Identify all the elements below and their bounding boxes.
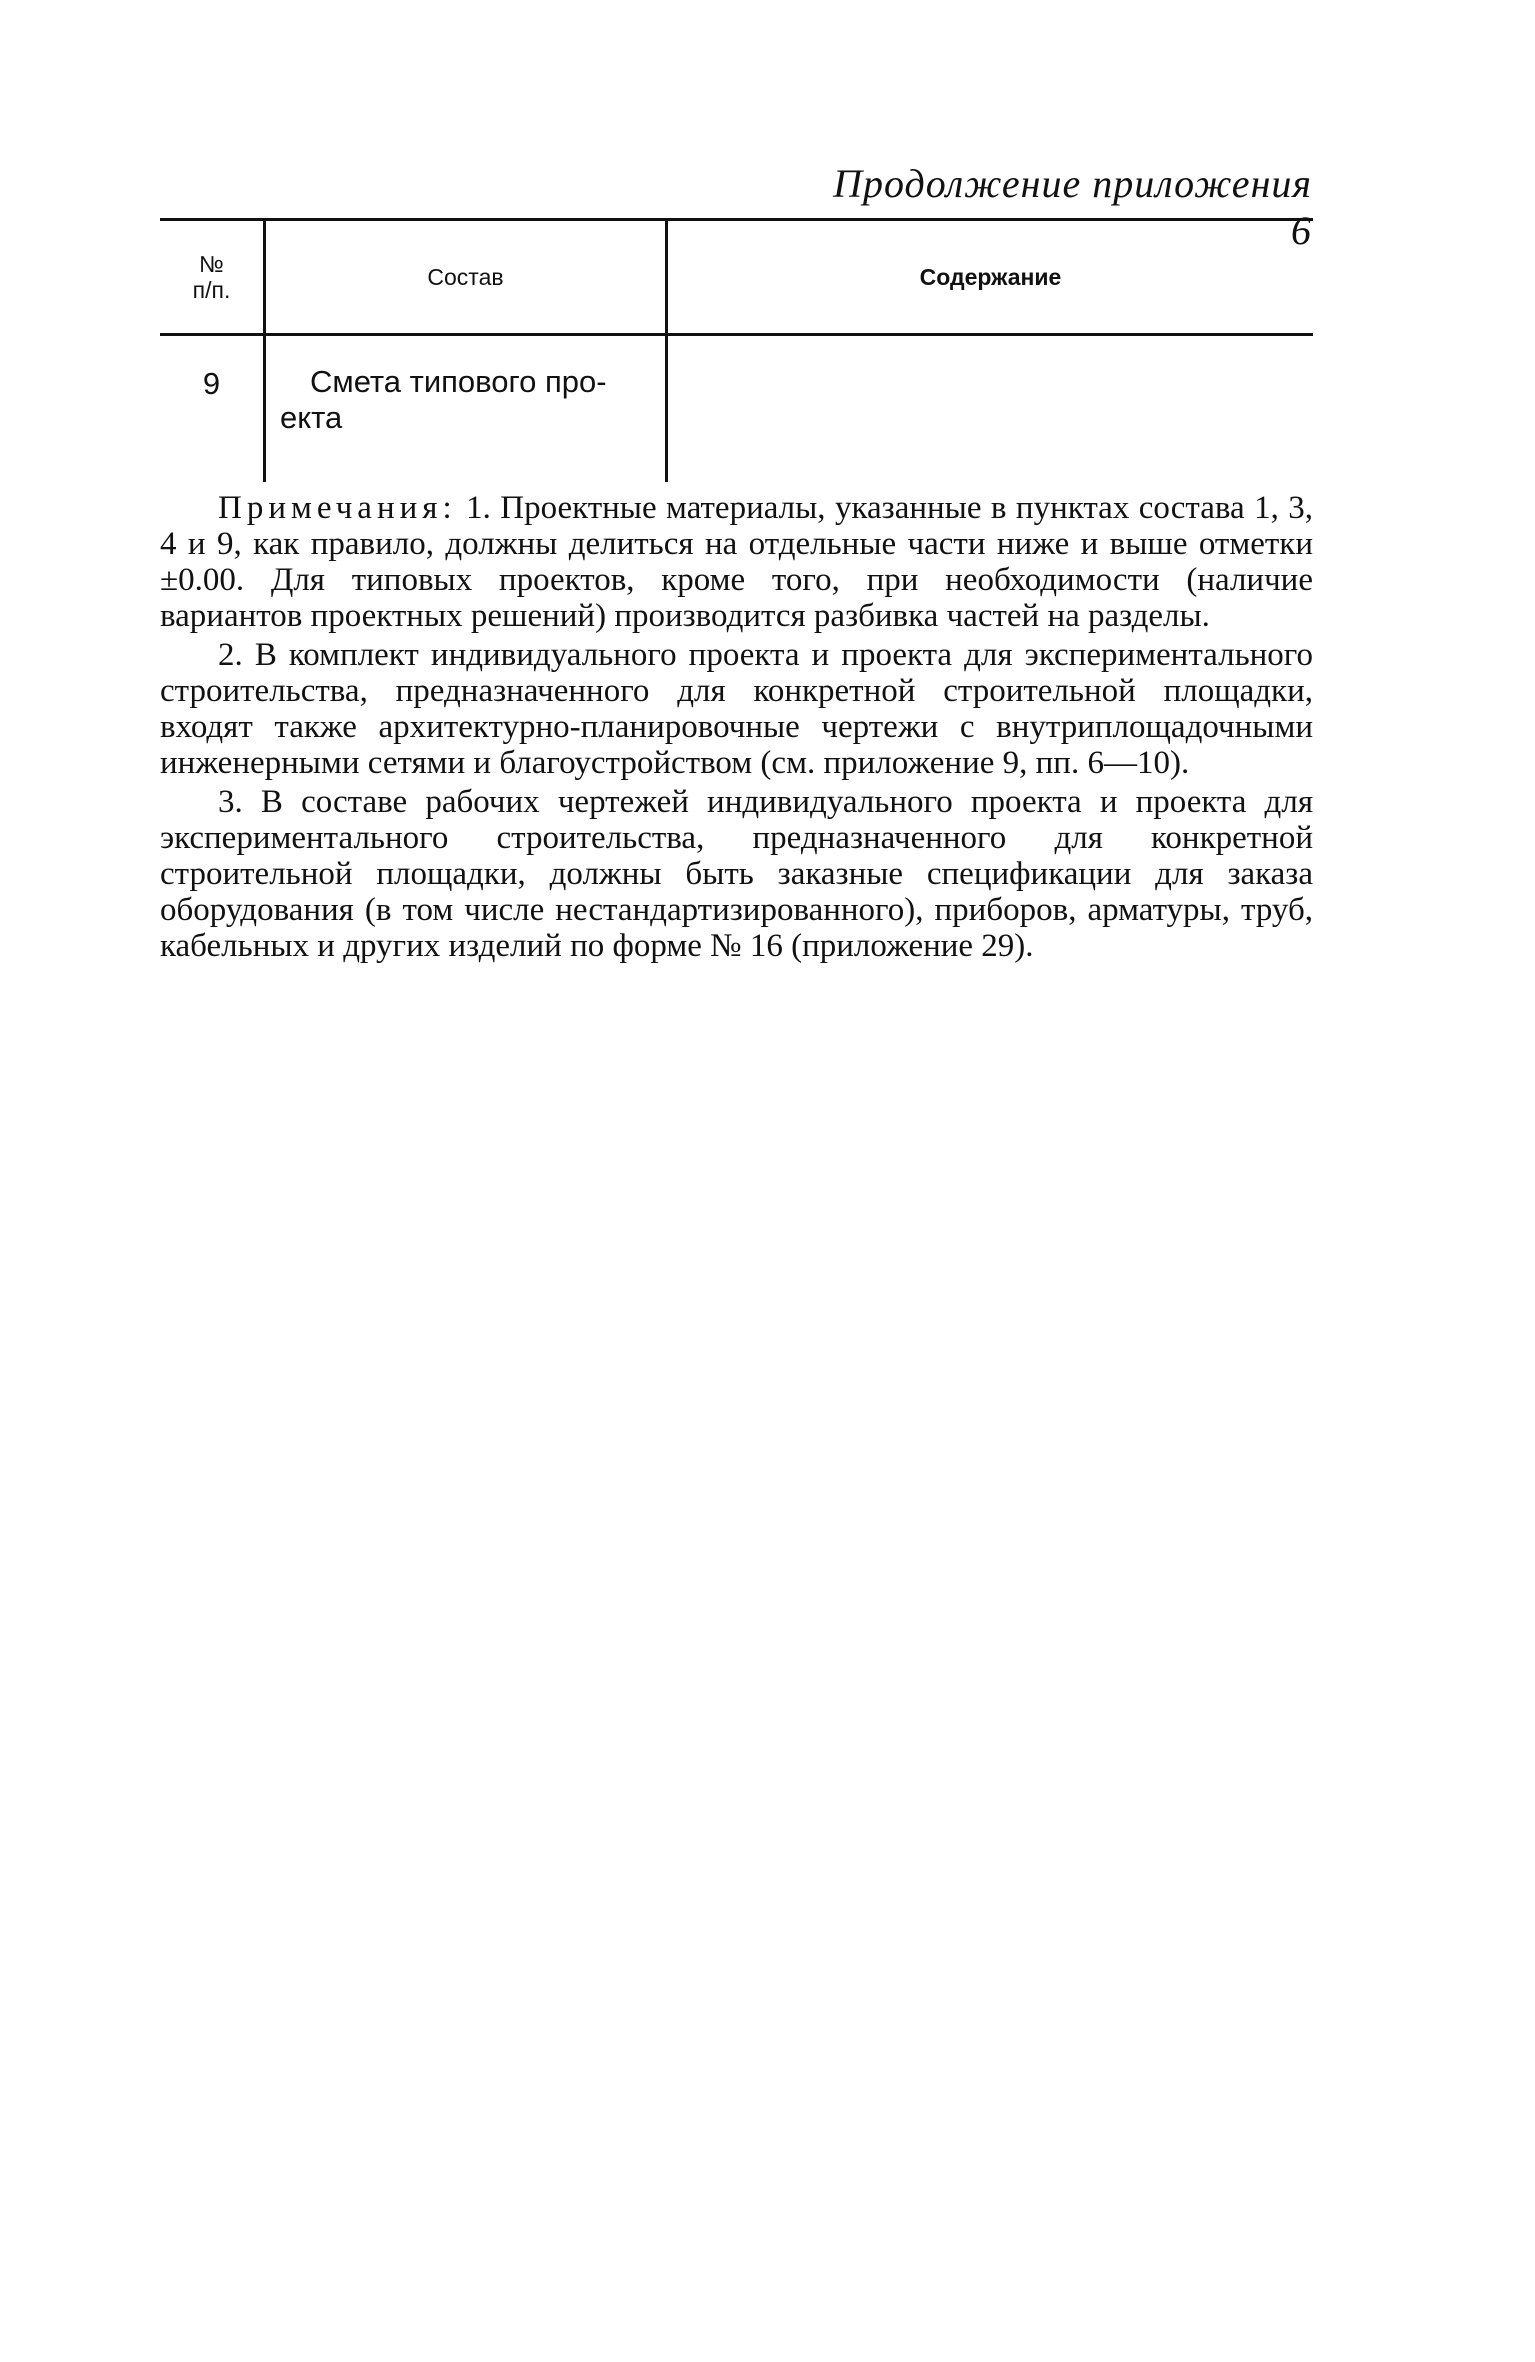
note-1 <box>160 490 1313 634</box>
row-content <box>665 336 1313 482</box>
column-header-composition: Состав <box>263 221 665 333</box>
note-3: 3. В составе рабочих чертежей индивидуального проекта и проекта для экспериментального строительства, предназначенного для конкретной строительной площадки, должны быть заказные спецификации для заказа оборудования (в том числе нестандартизированного), приборов, арматуры, труб, кабельных и других изделий по форме № 16 (приложение 29). <box>160 784 1313 964</box>
column-header-number-line1: № <box>199 250 224 277</box>
column-header-number <box>160 221 263 333</box>
notes-label: Примечания: <box>218 490 457 526</box>
appendix-table <box>160 218 1313 482</box>
notes-section <box>160 490 1313 967</box>
table-row <box>160 336 1313 482</box>
table-header-row <box>160 221 1313 333</box>
row-number: 9 <box>202 366 221 401</box>
note-1-text: 1. Проектные материалы, указанные в пунктах состава 1, 3, 4 и 9, как правило, должны делиться на отдельные части ниже и выше отметки ±0.00. Для типовых проектов, кроме того, при необходимости (наличие вариантов проектных решений) производится разбивка частей на разделы. <box>160 490 1313 634</box>
row-composition-line1: Смета типового про- <box>310 364 607 399</box>
column-header-content: Содержание <box>665 221 1313 333</box>
row-composition <box>263 336 665 482</box>
note-2: 2. В комплект индивидуального проекта и проекта для экспериментального строительства, предназначенного для конкретной строительной площадки, входят также архитектурно-планировочные чертежи с внутриплощадочными инженерными сетями и благоустройством (см. приложение 9, пп. 6—10). <box>160 637 1313 781</box>
page-header: Продолжение приложения 6 <box>833 161 1312 253</box>
row-composition-line2: екта <box>280 400 343 436</box>
column-header-number-line2: п/п. <box>192 277 231 303</box>
